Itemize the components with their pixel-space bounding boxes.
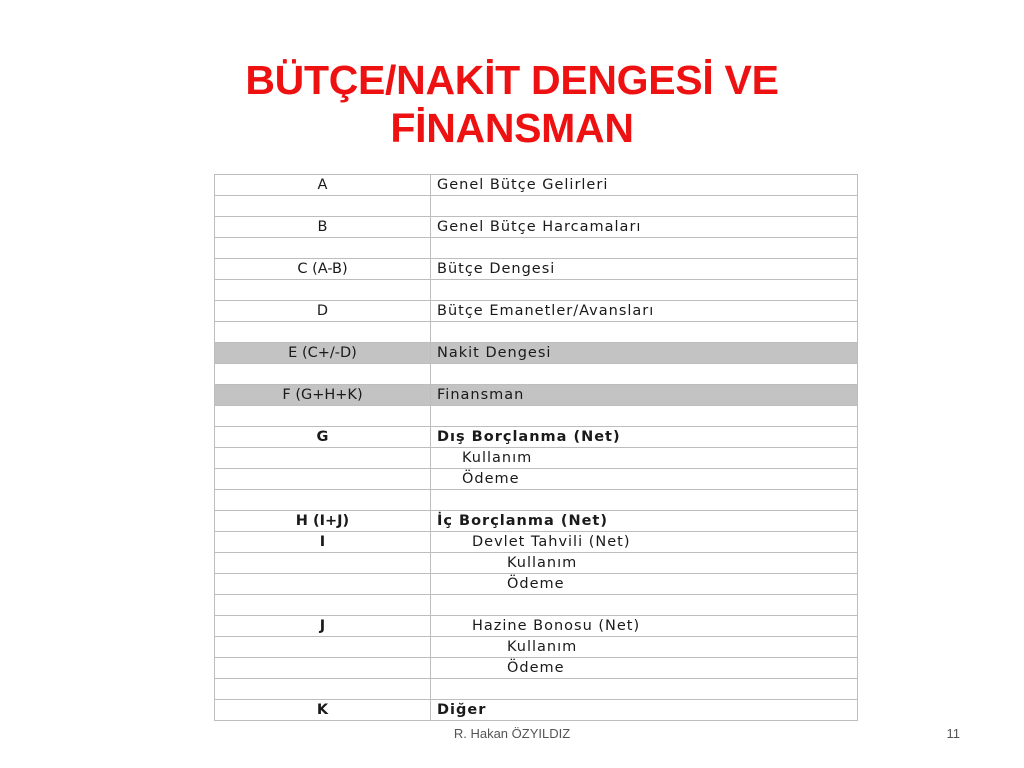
row-label: Nakit Dengesi — [431, 343, 858, 364]
row-label: Hazine Bonosu (Net) — [431, 616, 858, 637]
row-code — [215, 637, 431, 658]
table-row — [215, 364, 858, 385]
table-row — [215, 574, 858, 595]
table-row — [215, 217, 858, 238]
row-label: Dış Borçlanma (Net) — [431, 427, 858, 448]
row-code — [215, 595, 431, 616]
table-row — [215, 406, 858, 427]
slide-title-line-1: BÜTÇE/NAKİT DENGESİ VE — [245, 57, 779, 103]
row-label: Kullanım — [431, 448, 858, 469]
row-code: E (C+/-D) — [215, 343, 431, 364]
slide-title-line-2: FİNANSMAN — [390, 105, 634, 151]
table-row — [215, 511, 858, 532]
row-label — [431, 406, 858, 427]
row-label: Kullanım — [431, 553, 858, 574]
table-row — [215, 259, 858, 280]
row-label — [431, 364, 858, 385]
row-code — [215, 322, 431, 343]
slide-title — [0, 56, 1024, 152]
table-row — [215, 553, 858, 574]
table-row — [215, 175, 858, 196]
table-row — [215, 616, 858, 637]
table-row — [215, 301, 858, 322]
row-label — [431, 490, 858, 511]
page-number: 11 — [946, 726, 960, 741]
row-code — [215, 364, 431, 385]
row-code — [215, 406, 431, 427]
table-row — [215, 490, 858, 511]
row-code — [215, 196, 431, 217]
table-row — [215, 637, 858, 658]
table-row — [215, 532, 858, 553]
row-label: Bütçe Emanetler/Avansları — [431, 301, 858, 322]
footer-author: R. Hakan ÖZYILDIZ — [453, 726, 571, 741]
table-row — [215, 322, 858, 343]
table-row — [215, 448, 858, 469]
table-row — [215, 679, 858, 700]
row-label — [431, 238, 858, 259]
row-label: Bütçe Dengesi — [431, 259, 858, 280]
row-code: K — [215, 700, 431, 721]
table-row — [215, 700, 858, 721]
row-label: Ödeme — [431, 574, 858, 595]
table-row — [215, 196, 858, 217]
row-code: D — [215, 301, 431, 322]
row-code: B — [215, 217, 431, 238]
row-code — [215, 553, 431, 574]
table-row — [215, 595, 858, 616]
row-label: Genel Bütçe Harcamaları — [431, 217, 858, 238]
row-label: Genel Bütçe Gelirleri — [431, 175, 858, 196]
row-label — [431, 196, 858, 217]
row-code — [215, 490, 431, 511]
row-code: G — [215, 427, 431, 448]
table-row — [215, 238, 858, 259]
row-code: A — [215, 175, 431, 196]
row-label: Ödeme — [431, 469, 858, 490]
table-row-highlighted — [215, 343, 858, 364]
row-code: I — [215, 532, 431, 553]
row-code — [215, 679, 431, 700]
row-label — [431, 322, 858, 343]
row-code: H (I+J) — [215, 511, 431, 532]
row-code — [215, 658, 431, 679]
row-label: Devlet Tahvili (Net) — [431, 532, 858, 553]
row-code: F (G+H+K) — [215, 385, 431, 406]
row-code — [215, 469, 431, 490]
row-label — [431, 595, 858, 616]
row-label — [431, 679, 858, 700]
table-row — [215, 280, 858, 301]
row-code: J — [215, 616, 431, 637]
row-code — [215, 238, 431, 259]
row-label: Ödeme — [431, 658, 858, 679]
row-label: Diğer — [431, 700, 858, 721]
row-label: İç Borçlanma (Net) — [431, 511, 858, 532]
row-label — [431, 280, 858, 301]
row-code — [215, 574, 431, 595]
row-code: C (A-B) — [215, 259, 431, 280]
row-label: Finansman — [431, 385, 858, 406]
budget-finance-table — [214, 174, 858, 721]
row-code — [215, 448, 431, 469]
table-row — [215, 469, 858, 490]
table-row — [215, 427, 858, 448]
row-label: Kullanım — [431, 637, 858, 658]
table-row-highlighted — [215, 385, 858, 406]
row-code — [215, 280, 431, 301]
table-row — [215, 658, 858, 679]
